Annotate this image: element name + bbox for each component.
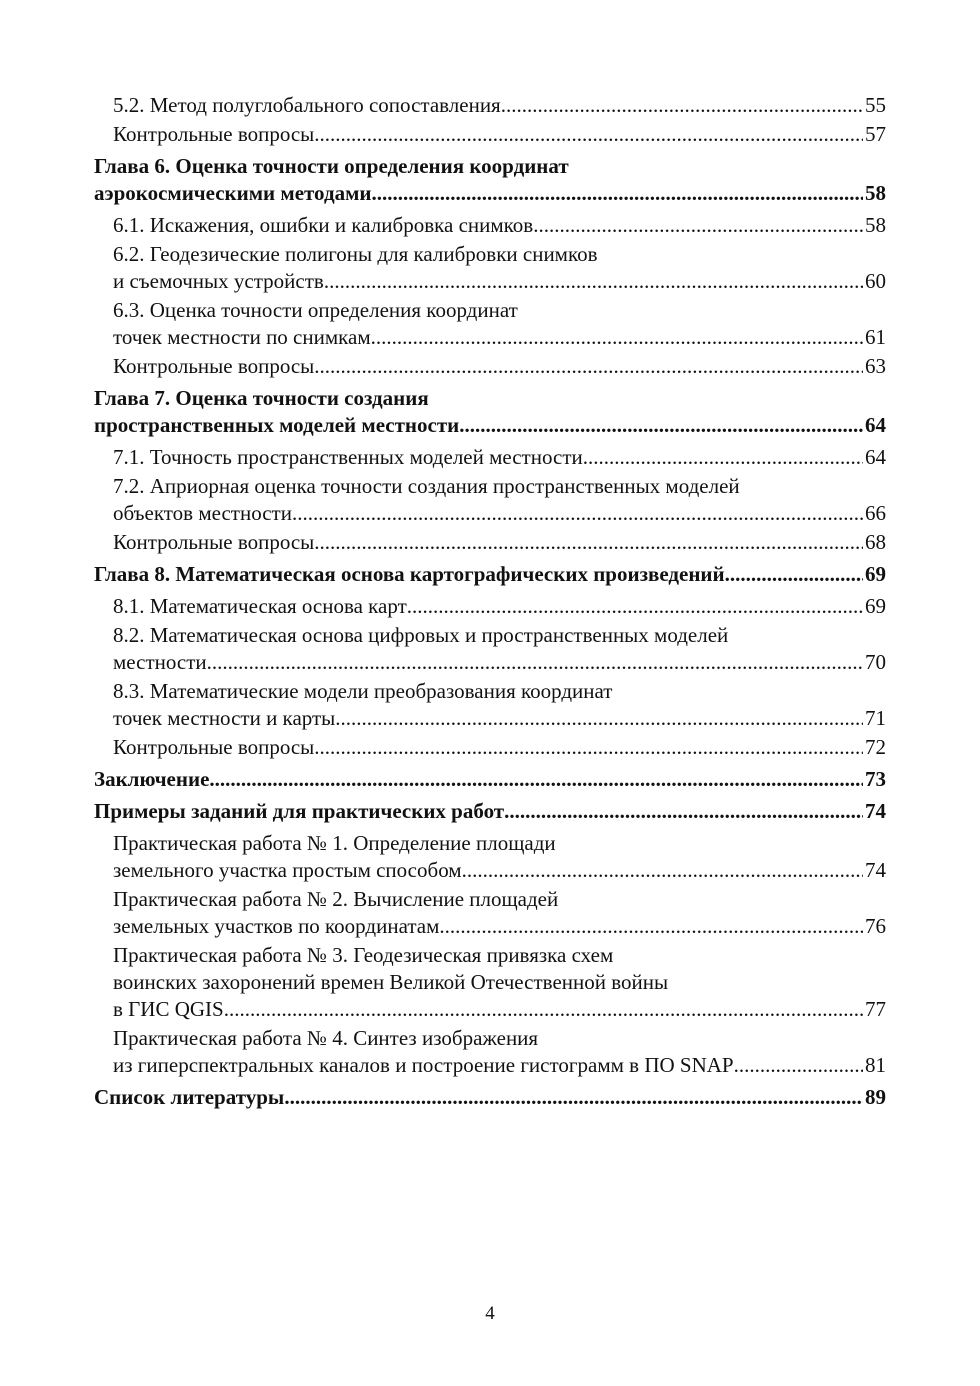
toc-section-entry[interactable]	[94, 622, 886, 676]
toc-entry-title-line: 8.2. Математическая основа цифровых и пространственных моделей	[113, 623, 729, 647]
toc-entry-title: и съемочных устройств	[113, 269, 324, 293]
toc-dot-leader	[314, 734, 863, 761]
toc-page-number: 63	[865, 354, 886, 378]
toc-section-entry[interactable]	[94, 678, 886, 732]
toc-entry-title-line: 7.2. Априорная оценка точности создания пространственных моделей	[113, 474, 740, 498]
toc-section-entry[interactable]	[94, 529, 886, 556]
toc-entry-title: 5.2. Метод полуглобального сопоставления	[113, 93, 501, 117]
toc-page-number: 55	[865, 93, 886, 117]
toc-section-entry[interactable]	[94, 241, 886, 295]
toc-chapter-entry[interactable]	[94, 1084, 886, 1111]
toc-entry-line	[113, 92, 886, 119]
toc-entry-title: земельных участков по координатам	[113, 914, 440, 938]
toc-entry-line	[113, 1052, 886, 1079]
toc-page-number: 77	[865, 997, 886, 1021]
toc-section-entry[interactable]	[94, 942, 886, 1023]
toc-entry-title: Контрольные вопросы	[113, 735, 315, 759]
toc-entry-title: земельного участка простым способом	[113, 858, 462, 882]
toc-dot-leader	[371, 324, 863, 351]
toc-entry-title-line: 8.3. Математические модели преобразования координат	[113, 679, 613, 703]
toc-section-entry[interactable]	[94, 830, 886, 884]
toc-entry-line	[94, 1084, 886, 1111]
toc-dot-leader	[462, 857, 863, 884]
toc-entry-title: 8.1. Математическая основа карт	[113, 594, 407, 618]
toc-entry-line	[94, 412, 886, 439]
toc-section-entry[interactable]	[94, 297, 886, 351]
toc-dot-leader	[504, 798, 863, 825]
toc-entry-title-line: Практическая работа № 1. Определение площади	[113, 831, 556, 855]
toc-entry-line	[113, 734, 886, 761]
toc-page-number: 57	[865, 122, 886, 146]
toc-dot-leader	[459, 412, 863, 439]
toc-page-number: 64	[865, 445, 886, 469]
toc-page-number: 60	[865, 269, 886, 293]
toc-page-number: 74	[865, 799, 886, 823]
toc-page-number: 69	[865, 562, 886, 586]
toc-entry-title: Глава 8. Математическая основа картографических произведений	[94, 562, 725, 586]
toc-section-entry[interactable]	[94, 734, 886, 761]
toc-section-entry[interactable]	[94, 593, 886, 620]
toc-section-entry[interactable]	[94, 121, 886, 148]
toc-page-number: 61	[865, 325, 886, 349]
toc-dot-leader	[501, 92, 863, 119]
toc-entry-title: Контрольные вопросы	[113, 354, 315, 378]
toc-page-number: 66	[865, 501, 886, 525]
toc-entry-title: Примеры заданий для практических работ	[94, 799, 505, 823]
toc-page-number: 58	[865, 213, 886, 237]
toc-dot-leader	[583, 444, 863, 471]
toc-entry-line	[113, 444, 886, 471]
toc-dot-leader	[725, 561, 863, 588]
toc-entry-line	[113, 705, 886, 732]
toc-dot-leader	[371, 180, 863, 207]
toc-entry-title-line: Глава 7. Оценка точности создания	[94, 386, 429, 410]
toc-entry-line	[113, 324, 886, 351]
toc-dot-leader	[439, 913, 863, 940]
toc-page-number: 58	[865, 181, 886, 205]
toc-entry-title-line: 6.2. Геодезические полигоны для калибровки снимков	[113, 242, 598, 266]
toc-entry-title: аэрокосмическими методами	[94, 181, 372, 205]
toc-entry-title-line: Практическая работа № 3. Геодезическая привязка схем	[113, 943, 614, 967]
toc-page-number: 73	[865, 767, 886, 791]
toc-page-number: 72	[865, 735, 886, 759]
toc-entry-title: Список литературы	[94, 1085, 285, 1109]
toc-dot-leader	[224, 996, 863, 1023]
toc-dot-leader	[209, 766, 863, 793]
table-of-contents	[94, 92, 886, 1116]
toc-entry-title: Контрольные вопросы	[113, 122, 315, 146]
toc-entry-line	[94, 766, 886, 793]
toc-entry-title-line: Практическая работа № 4. Синтез изображения	[113, 1026, 539, 1050]
toc-section-entry[interactable]	[94, 92, 886, 119]
toc-entry-line	[113, 649, 886, 676]
toc-page-number: 74	[865, 858, 886, 882]
toc-section-entry[interactable]	[94, 886, 886, 940]
toc-section-entry[interactable]	[94, 473, 886, 527]
toc-entry-line	[94, 798, 886, 825]
toc-entry-title: в ГИС QGIS	[113, 997, 224, 1021]
toc-page-number: 76	[865, 914, 886, 938]
toc-entry-title-line: Практическая работа № 2. Вычисление площадей	[113, 887, 559, 911]
toc-dot-leader	[284, 1084, 863, 1111]
toc-entry-line	[113, 857, 886, 884]
toc-page-number: 69	[865, 594, 886, 618]
toc-dot-leader	[314, 121, 863, 148]
toc-dot-leader	[292, 500, 863, 527]
toc-entry-title: Контрольные вопросы	[113, 530, 315, 554]
toc-page-number: 68	[865, 530, 886, 554]
toc-entry-title: объектов местности	[113, 501, 292, 525]
toc-entry-line	[113, 529, 886, 556]
toc-entry-title-line: воинских захоронений времен Великой Отечественной войны	[113, 970, 669, 994]
toc-chapter-entry[interactable]	[94, 561, 886, 588]
toc-entry-line	[113, 212, 886, 239]
toc-page-number: 70	[865, 650, 886, 674]
toc-section-entry[interactable]	[94, 353, 886, 380]
toc-page-number: 71	[865, 706, 886, 730]
page-number: 4	[485, 1303, 495, 1324]
toc-entry-title: Заключение	[94, 767, 210, 791]
toc-entry-line	[94, 180, 886, 207]
toc-entry-title: пространственных моделей местности	[94, 413, 460, 437]
toc-dot-leader	[324, 268, 863, 295]
toc-entry-line	[113, 593, 886, 620]
toc-page-number: 81	[865, 1053, 886, 1077]
toc-dot-leader	[407, 593, 863, 620]
toc-entry-line	[113, 268, 886, 295]
toc-entry-line	[94, 561, 886, 588]
toc-dot-leader	[734, 1052, 863, 1079]
toc-entry-line	[113, 353, 886, 380]
toc-entry-title: 6.1. Искажения, ошибки и калибровка снимков	[113, 213, 534, 237]
toc-dot-leader	[314, 529, 863, 556]
toc-entry-title: 7.1. Точность пространственных моделей местности	[113, 445, 583, 469]
toc-page-number: 89	[865, 1085, 886, 1109]
toc-entry-line	[113, 996, 886, 1023]
toc-entry-line	[113, 121, 886, 148]
toc-chapter-entry[interactable]	[94, 766, 886, 793]
toc-page-number: 64	[865, 413, 886, 437]
toc-entry-title: точек местности и карты	[113, 706, 336, 730]
toc-section-entry[interactable]	[94, 444, 886, 471]
toc-chapter-entry[interactable]	[94, 153, 886, 207]
toc-dot-leader	[335, 705, 863, 732]
toc-entry-title-line: Глава 6. Оценка точности определения координат	[94, 154, 569, 178]
toc-entry-line	[113, 913, 886, 940]
toc-entry-title: точек местности по снимкам	[113, 325, 371, 349]
toc-chapter-entry[interactable]	[94, 385, 886, 439]
toc-entry-title: местности	[113, 650, 207, 674]
toc-section-entry[interactable]	[94, 1025, 886, 1079]
toc-chapter-entry[interactable]	[94, 798, 886, 825]
toc-section-entry[interactable]	[94, 212, 886, 239]
toc-dot-leader	[207, 649, 863, 676]
toc-entry-title: из гиперспектральных каналов и построение гистограмм в ПО SNAP	[113, 1053, 734, 1077]
toc-dot-leader	[314, 353, 863, 380]
toc-dot-leader	[533, 212, 863, 239]
toc-entry-title-line: 6.3. Оценка точности определения координат	[113, 298, 518, 322]
toc-entry-line	[113, 500, 886, 527]
